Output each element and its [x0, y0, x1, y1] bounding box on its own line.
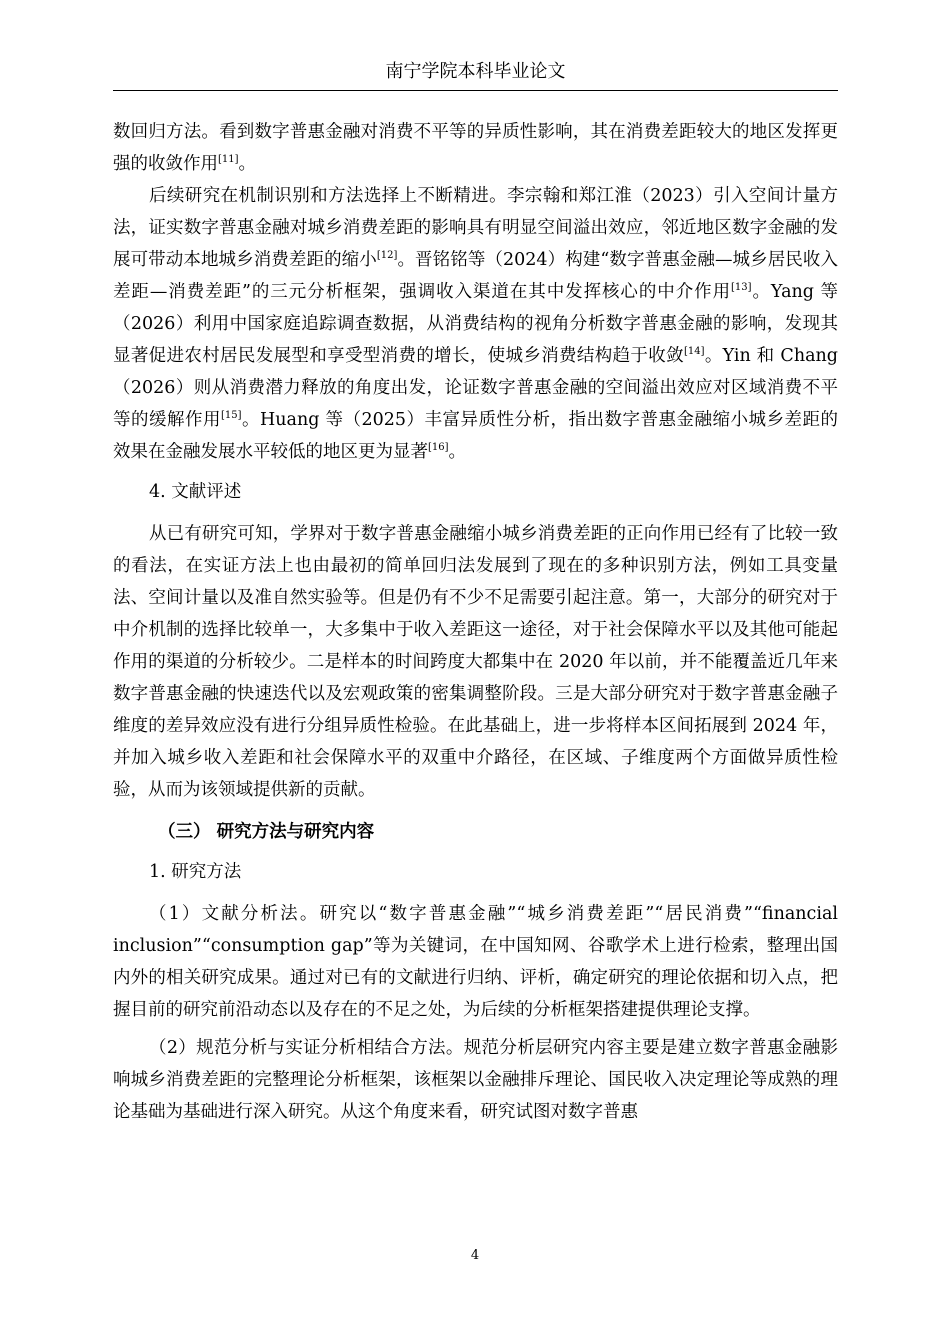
citation-ref: [14] — [683, 346, 705, 357]
paragraph-text: 。Huang 等（2025）丰富异质性分析，指出数字普惠金融缩小城乡差距的效果在金融发展水平较低的地区更为显著 — [113, 410, 839, 462]
page-number: 4 — [470, 1248, 480, 1263]
citation-ref: [11] — [218, 154, 239, 165]
paragraph-follow-up-research — [113, 180, 838, 468]
paragraph-text: 。 — [238, 154, 257, 174]
heading-literature-review: 4. 文献评述 — [149, 482, 242, 502]
paragraph-continuation — [113, 116, 838, 180]
paragraph-text: 后续研究在机制识别和方法选择上不断精进。李宗翰和郑江淮（2023）引入空间计量方法，证实数字普惠金融对城乡消费差距的影响具有明显空间溢出效应，邻近地区数字金融的发展可带动本地城乡消费差距的缩小 — [113, 186, 838, 270]
page-body — [113, 116, 838, 1128]
paragraph-method-literature-analysis: （1）文献分析法。研究以“数字普惠金融”“城乡消费差距”“居民消费”“financial inclusion”“consumption gap”等为关键词，在中国知网、谷歌学术上进行检索，整理出国内外的相关研究成果。通过对已有的文献进行归纳、评析，确定研究的理论依据和切入点，把握目前的研究前沿动态以及存在的不足之处，为后续的分析框架搭建提供理论支撑。 — [113, 904, 838, 1020]
citation-ref: [16] — [428, 442, 449, 453]
heading-research-methods: 1. 研究方法 — [149, 862, 242, 882]
paragraph-text: 。 — [448, 442, 467, 462]
heading-section-methods: （三） 研究方法与研究内容 — [158, 822, 375, 842]
paragraph-method-normative-empirical: （2）规范分析与实证分析相结合方法。规范分析层研究内容主要是建立数字普惠金融影响城乡消费差距的完整理论分析框架，该框架以金融排斥理论、国民收入决定理论等成熟的理论基础为基础进行深入研究。从这个角度来看，研究试图对数字普惠 — [113, 1038, 838, 1122]
paragraph-text: 数回归方法。看到数字普惠金融对消费不平等的异质性影响，其在消费差距较大的地区发挥更强的收敛作用 — [113, 122, 838, 174]
paragraph-text: 。晋铭铭等（2024）构建“数字普惠金融—城乡居民收入差距—消费差距”的三元分析框架，强调收入渠道在其中发挥核心的中介作用 — [113, 250, 839, 302]
citation-ref: [13] — [731, 282, 752, 293]
running-header-title: 南宁学院本科毕业论文 — [385, 61, 566, 82]
paragraph-text: 。Yin 和 Chang（2026）则从消费潜力释放的角度出发，论证数字普惠金融的空间溢出效应对区域消费不平等的缓解作用 — [113, 346, 839, 430]
citation-ref: [15] — [221, 410, 242, 421]
paragraph-text: 。Yang 等（2026）利用中国家庭追踪调查数据，从消费结构的视角分析数字普惠金融的影响，发现其显著促进农村居民发展型和享受型消费的增长，使城乡消费结构趋于收敛 — [113, 282, 838, 366]
paragraph-literature-review: 从已有研究可知，学界对于数字普惠金融缩小城乡消费差距的正向作用已经有了比较一致的看法，在实证方法上也由最初的简单回归法发展到了现在的多种识别方法，例如工具变量法、空间计量以及准自然实验等。但是仍有不少不足需要引起注意。第一，大部分的研究对于中介机制的选择比较单一，大多集中于收入差距这一途径，对于社会保障水平以及其他可能起作用的渠道的分析较少。二是样本的时间跨度大都集中在 2020 年以前，并不能覆盖近几年来数字普惠金融的快速迭代以及宏观政策的密集调整阶段。三是大部分研究对于数字普惠金融子维度的差异效应没有进行分组异质性检验。在此基础上，进一步将样本区间拓展到 2024 年，并加入城乡收入差距和社会保障水平的双重中介路径，在区域、子维度两个方面做异质性检验，从而为该领域提供新的贡献。 — [113, 524, 838, 800]
citation-ref: [12] — [376, 250, 398, 261]
header-rule — [113, 90, 838, 91]
